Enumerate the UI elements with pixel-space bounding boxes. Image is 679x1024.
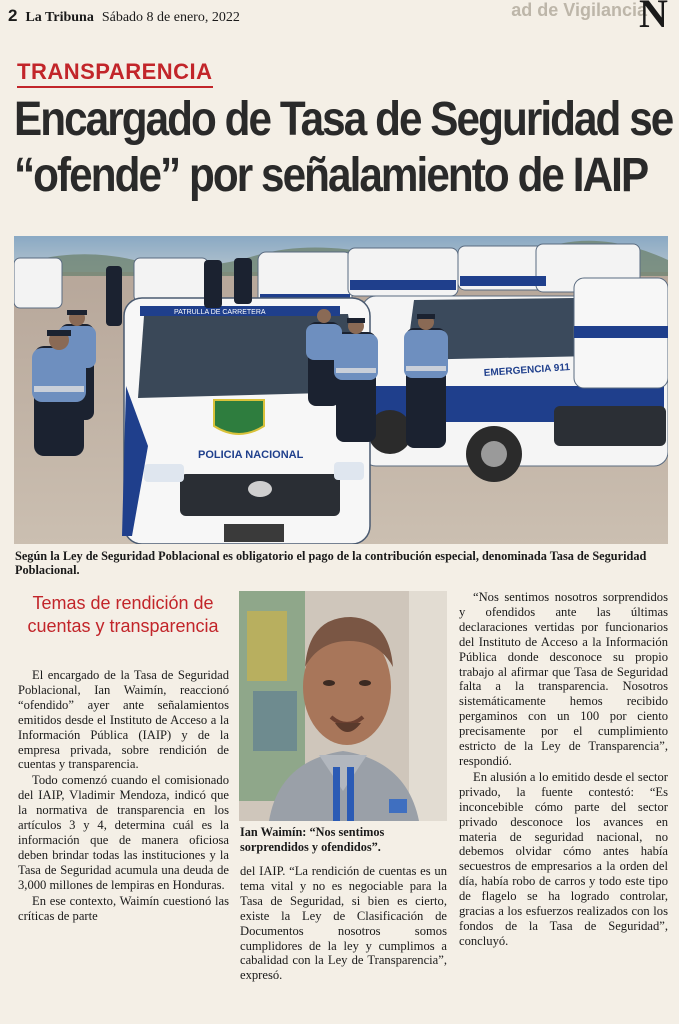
column-3 <box>459 590 668 949</box>
highway-patrol-marking: PATRULLA DE CARRETERA <box>174 309 266 316</box>
paragraph: Todo comenzó cuando el comisionado del IAIP, Vladimir Mendoza, indicó que la normativa de transparencia en los artículos 3 y 4, determina cuál es la información que de manera oficiosa deben brindar todas las instituciones y la Tasa de Seguridad acumula una deuda de 3,000 millones de lempiras en Honduras. <box>18 773 229 892</box>
page-header <box>0 0 679 34</box>
police-vehicles-illustration <box>14 236 668 544</box>
paragraph: “Nos sentimos nosotros sorprendidos y ofendidos ante las últimas declaraciones vertidas por funcionarios del Instituto de Acceso a la Información Pública donde desconoce su propio trabajo al afirmar que Tasa de Seguridad falta a la transparencia. Nosotros sistemáticamente hemos recibido pergaminos con un 100 por ciento precisamente por el cumplimiento estricto de la Ley de Transparencia”, respondió. <box>459 590 668 768</box>
main-photo <box>14 236 668 544</box>
headline-line-2: “ofende” por señalamiento de IAIP <box>14 149 648 202</box>
photo-caption: Según la Ley de Seguridad Poblacional es obligatorio el pago de la contribución especial, denominada Tasa de Seguridad Poblacional. <box>15 549 647 577</box>
emergency-911-marking: EMERGENCIA 911 <box>483 361 571 379</box>
headline <box>14 92 673 204</box>
subheading: Temas de rendición de cuentas y transparencia <box>27 593 219 636</box>
portrait-caption: Ian Waimín: “Nos sentimos sorprendidos y ofendidos”. <box>240 825 385 854</box>
column-1 <box>18 668 229 923</box>
paragraph: del IAIP. “La rendición de cuentas es un tema vital y no es negociable para la Tasa de Seguridad, si bien es cierto, existe la Ley de Clasificación de Documentos nosotros somos cumplidores de la ley y cumplimos a cabalidad con la Ley de Transparencia”, expresó. <box>240 864 447 983</box>
column-2 <box>240 864 447 983</box>
section-kicker: TRANSPARENCIA <box>17 59 213 88</box>
portrait-illustration <box>239 591 447 821</box>
policia-nacional-marking: POLICIA NACIONAL <box>198 449 304 461</box>
issue-date: Sábado 8 de enero, 2022 <box>101 10 240 25</box>
paragraph: En alusión a lo emitido desde el sector privado, la fuente contestó: “Es inconcebible cómo parte del sector privado desconoce los avances en materia de seguridad nacional, no debemos olvidar cómo antes había secuestros de empresarios a la orden del día, había robo de carros y todo este tipo de flagelo se ha logrado controlar, gracias a los esfuerzos realizados con los fondos de la Tasa de Seguridad”, concluyó. <box>459 769 668 948</box>
newspaper-name: La Tribuna <box>25 10 94 25</box>
headline-line-1: Encargado de Tasa de Seguridad se <box>14 93 673 146</box>
paragraph: En ese contexto, Waimín cuestionó las críticas de parte <box>18 893 229 923</box>
adjacent-page-letter: N <box>639 0 668 34</box>
paragraph: El encargado de la Tasa de Seguridad Poblacional, Ian Waimín, reaccionó “ofendido” ayer ante señalamientos emitidos desde el Instituto de Acceso a la Información Pública (IAIP) y de la empresa privada, sobre rendición de cuentas y transparencia. <box>18 668 229 772</box>
portrait-photo <box>239 591 447 821</box>
page-number: 2 <box>8 6 18 25</box>
folio <box>8 6 240 26</box>
adjacent-page-fragment: ad de Vigilancia <box>511 0 647 20</box>
